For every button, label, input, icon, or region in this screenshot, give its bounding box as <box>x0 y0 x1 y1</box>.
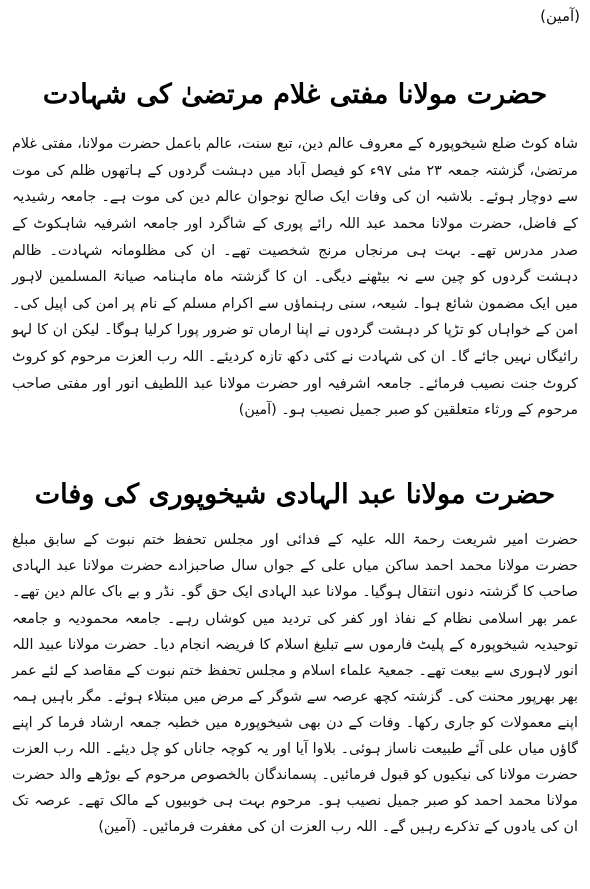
section-1-title: حضرت مولانا مفتی غلام مرتضیٰ کی شہادت <box>42 79 548 111</box>
section-1-body: شاہ کوٹ ضلع شیخوپورہ کے معروف عالم دین، تبع سنت، عالم باعمل حضرت مولانا، مفتی غلام مرتضیٰ، گزشتہ جمعہ ۲۳ مئی ۹۷ء کو فیصل آباد میں دہشت گردوں کے ہاتھوں ظلم کی موت سے دوچار ہوئے۔ بلاشبہ ان کی وفات ایک صالح نوجوان عالم دین کی موت ہے۔ جامعہ رشیدیہ کے فاضل، حضرت مولانا محمد عبد اللہ رائے پوری کے شاگرد اور جامعہ اشرفیہ شاہکوٹ کے صدر مدرس تھے۔ بہت ہی مرنجاں مرنج شخصیت تھے۔ ان کی مظلومانہ شہادت۔ ظالم دہشت گردوں کو چین سے نہ بیٹھنے دیگی۔ ان کا گزشتہ ماہ ماہنامہ صیانۃ المسلمین لاہور میں ایک مضمون شائع ہوا۔ شیعہ، سنی رہنماؤں سے اکرام مسلم کے نام پر امن کی اپیل کی۔ امن کے خواہاں کو تڑپا کر دہشت گردوں نے اپنا ارماں تو ضرور پورا کرلیا ہوگا۔ لیکن ان کا لہو رائیگاں نہیں جائے گا۔ ان کی شہادت نے کئی دکھ تازہ کردیئے۔ اللہ رب العزت مرحوم کو کروٹ کروٹ جنت نصیب فرمائے۔ جامعہ اشرفیہ اور حضرت مولانا عبد اللطیف انور اور مفتی صاحب مرحوم کے ورثاء متعلقین کو صبر جمیل نصیب ہو۔ (آمین) <box>12 136 578 419</box>
section-2-body: حضرت امیر شریعت رحمۃ اللہ علیہ کے فدائی اور مجلس تحفظ ختم نبوت کے سابق مبلغ حضرت مولانا محمد احمد ساکن میاں علی کے جواں سال صاحبزادے حضرت مولانا عبد الہادی صاحب کا گزشتہ دنوں انتقال ہوگیا۔ مولانا عبد الہادی ایک حق گو۔ نڈر و بے باک عالم دین تھے۔ عمر بھر اسلامی نظام کے نفاذ اور کفر کی تردید میں کوشاں رہے۔ جامعہ محمودیہ و جامعہ توحیدیہ شیخوپورہ کے پلیٹ فارموں سے تبلیغ اسلام کا فریضہ انجام دیا۔ حضرت مولانا عبید اللہ انور لاہوری سے بیعت تھے۔ جمعیۃ علماء اسلام و مجلس تحفظ ختم نبوت کے مقاصد کے لئے عمر بھر بھرپور محنت کی۔ گزشتہ کچھ عرصہ سے شوگر کے مرض میں مبتلاء ہوئے۔ مگر باہیں ہمہ اپنے معمولات کو جاری رکھا۔ وفات کے دن بھی شیخوپورہ میں خطبہ جمعہ ارشاد فرما کر اپنے گاؤں میاں علی آئے طبیعت ناساز ہوئی۔ بلاوا آیا اور یہ کوچہ جاناں کو چل دیئے۔ اللہ رب العزت حضرت مولانا کی نیکیوں کو قبول فرمائیں۔ پسماندگان بالخصوص مرحوم کے بوڑھے والد حضرت مولانا محمد احمد کو صبر جمیل نصیب ہو۔ مرحوم بہت ہی خوبیوں کے مالک تھے۔ عرصہ تک ان کی یادوں کے تذکرے رہیں گے۔ اللہ رب العزت ان کی مغفرت فرمائیں۔ (آمین) <box>12 532 578 836</box>
section-2-title: حضرت مولانا عبد الہادی شیخوپوری کی وفات <box>34 479 556 511</box>
top-note: (آمین) <box>540 7 580 25</box>
